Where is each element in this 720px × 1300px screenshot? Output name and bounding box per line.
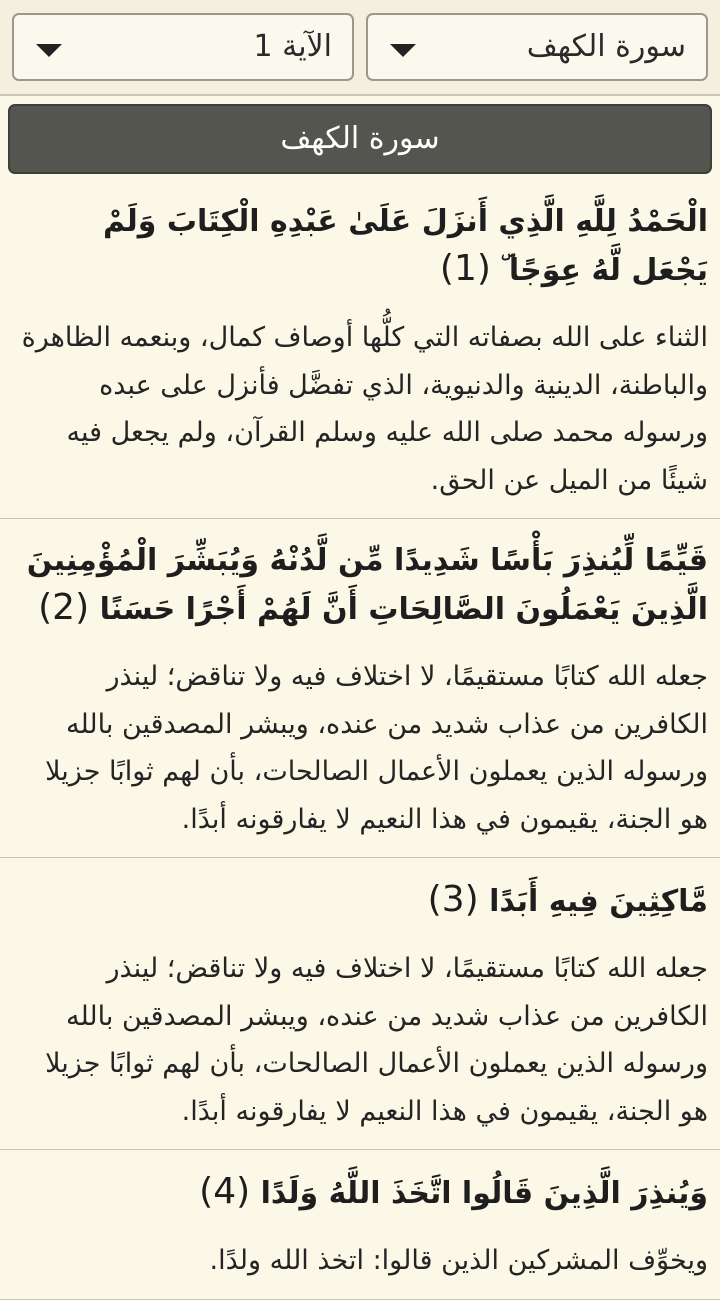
verse-number: (2) bbox=[38, 587, 90, 628]
surah-selector[interactable] bbox=[366, 13, 708, 81]
verse-arabic: مَّاكِثِينَ فِيهِ أَبَدًا bbox=[489, 884, 708, 919]
top-toolbar bbox=[0, 0, 720, 96]
verse-arabic: الْحَمْدُ لِلَّهِ الَّذِي أَنزَلَ عَلَىٰ عَبْدِهِ الْكِتَابَ وَلَمْ يَجْعَل لَّهُ عِوَجًا ۜ bbox=[103, 204, 708, 288]
chevron-down-icon bbox=[390, 44, 416, 57]
chevron-down-icon bbox=[36, 44, 62, 57]
verse-arabic: قَيِّمًا لِّيُنذِرَ بَأْسًا شَدِيدًا مِّن لَّدُنْهُ وَيُبَشِّرَ الْمُؤْمِنِينَ الَّذِينَ يَعْمَلُونَ الصَّالِحَاتِ أَنَّ لَهُمْ أَجْرًا حَسَنًا bbox=[26, 543, 708, 627]
verse-number: (4) bbox=[199, 1171, 251, 1212]
verse-block-1 bbox=[0, 180, 720, 519]
verse-list[interactable] bbox=[0, 180, 720, 1300]
verse-number: (3) bbox=[427, 879, 479, 920]
surah-selector-value: سورة الكهف bbox=[526, 29, 686, 64]
verse-arabic: وَيُنذِرَ الَّذِينَ قَالُوا اتَّخَذَ اللَّهُ وَلَدًا bbox=[260, 1176, 708, 1211]
ayah-selector-value: الآية 1 bbox=[253, 29, 332, 64]
tafsir-text: الثناء على الله بصفاته التي كلُّها أوصاف كمال، وبنعمه الظاهرة والباطنة، الدينية والدنيوية، الذي تفضَّل فأنزل على عبده ورسوله محمد صلى الله عليه وسلم القرآن، ولم يجعل فيه شيئًا من الميل عن الحق. bbox=[21, 322, 708, 496]
tafsir-text: ويخوِّف المشركين الذين قالوا: اتخذ الله ولدًا. bbox=[209, 1245, 708, 1276]
ayah-selector[interactable] bbox=[12, 13, 354, 81]
surah-title-header: سورة الكهف bbox=[8, 104, 712, 174]
verse-block-4 bbox=[0, 1150, 720, 1300]
verse-number: (1) bbox=[439, 248, 491, 289]
verse-text bbox=[18, 537, 708, 633]
verse-text bbox=[18, 1168, 708, 1217]
verse-text bbox=[18, 198, 708, 294]
tafsir-text: جعله الله كتابًا مستقيمًا، لا اختلاف فيه ولا تناقض؛ لينذر الكافرين من عذاب شديد من عنده، ويبشر المصدقين بالله ورسوله الذين يعملون الأعمال الصالحات، بأن لهم ثوابًا جزيلا هو الجنة، يقيمون في هذا النعيم لا يفارقونه أبدًا. bbox=[45, 953, 708, 1127]
tafsir-text: جعله الله كتابًا مستقيمًا، لا اختلاف فيه ولا تناقض؛ لينذر الكافرين من عذاب شديد من عنده، ويبشر المصدقين بالله ورسوله الذين يعملون الأعمال الصالحات، بأن لهم ثوابًا جزيلا هو الجنة، يقيمون في هذا النعيم لا يفارقونه أبدًا. bbox=[45, 661, 708, 835]
verse-block-3 bbox=[0, 858, 720, 1150]
verse-block-2 bbox=[0, 519, 720, 858]
verse-text bbox=[18, 876, 708, 925]
